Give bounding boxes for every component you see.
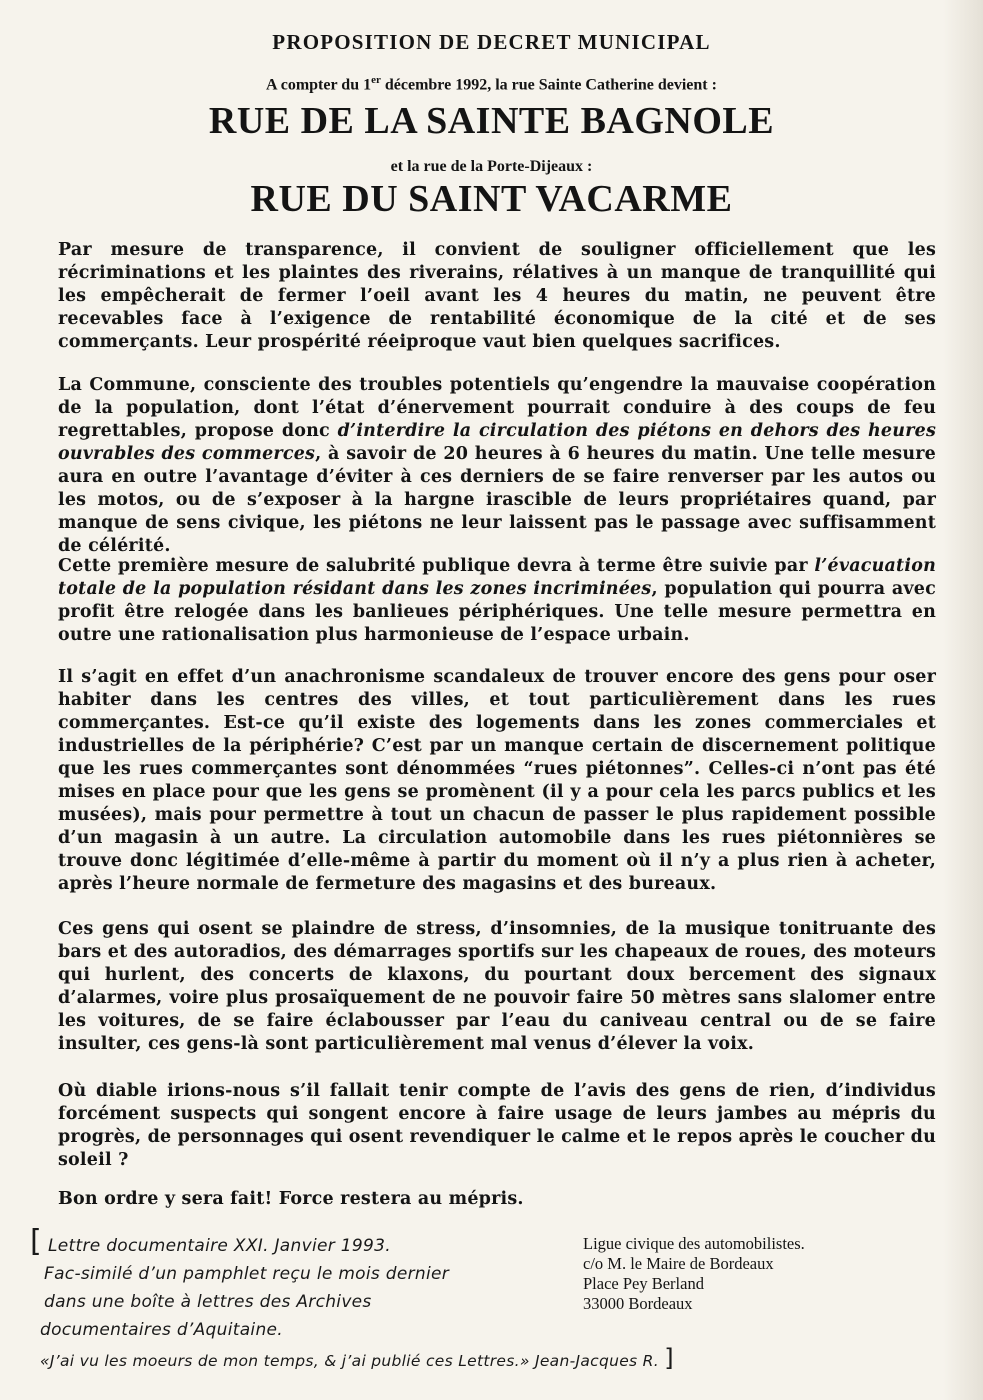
- paragraph-4: Il s’agit en effet d’un anachronisme scandaleux de trouver encore des gens pour oser habiter dans les centres des villes, et tout particulièrement dans les rues commerçantes. Est-ce qu’il existe des logements dans les zones commerciales et industrielles de la périphérie? C’est par un manque certain de discernement politique que les rues commerçantes sont dénommées “rues piétonnes”. Celles-ci n’ont pas été mises en place pour que les gens se promènent (il y a pour cela les parcs publics et les musées), mais pour permettre à tout un chacun de passer le plus rapidement possible d’un magasin à un autre. La circulation automobile dans les rues piétonnières se trouve donc légitimée d’elle-même à partir du moment où il n’y a plus rien à acheter, après l’heure normale de fermeture des magasins et des bureaux.: [58, 667, 936, 894]
- signature-line-3: Place Pey Berland: [583, 1274, 704, 1293]
- handwritten-line-3: dans une boîte à lettres des Archives: [44, 1292, 372, 1312]
- intro-line-2: et la rue de la Porte-Dijeaux :: [390, 158, 593, 175]
- paragraph-2-part-b: , à savoir de 20 heures à 6 heures du matin. Une telle mesure aura en outre l’avantage d’éviter à ces derniers de se faire renverser par les autos ou les motos, ou de s’exposer à la hargne irascible de leurs propriétaires quand, par manque de sens civique, les piétons ne leur laissent pas le passage avec suffisamment de célérité.: [58, 444, 936, 556]
- paragraph-6: Où diable irions-nous s’il fallait tenir compte de l’avis des gens de rien, d’individus forcément suspects qui songent encore à faire usage de leurs jambes au mépris du progrès, de personnages qui osent revendiquer le calme et le repos après le coucher du soleil ?: [58, 1081, 936, 1170]
- paragraph-3-part-b: , population qui pourra avec profit être relogée dans les banlieues périphériques. Une telle mesure permettra en outre une rationalisation plus harmonieuse de l’espace urbain.: [58, 579, 936, 645]
- intro-line-1-sup: er: [371, 74, 381, 86]
- signature-line-1: Ligue civique des automobilistes.: [583, 1234, 805, 1253]
- paragraph-7: Bon ordre y sera fait! Force restera au mépris.: [58, 1189, 524, 1209]
- handwritten-line-1: Lettre documentaire XXI. Janvier 1993.: [48, 1236, 391, 1256]
- handwritten-close-bracket: ]: [664, 1344, 674, 1372]
- paragraph-3: [58, 555, 936, 647]
- paragraph-5: Ces gens qui osent se plaindre de stress, d’insomnies, de la musique tonitruante des bars et des autoradios, des démarrages sportifs sur les chapeaux de roues, des moteurs qui hurlent, des concerts de klaxons, du pourtant doux bercement des signaux d’alarmes, voire plus prosaïquement de ne pouvoir faire 50 mètres sans slalomer entre les voitures, de se faire éclabousser par l’eau du caniveau central ou de se faire insulter, ces gens-là sont particulièrement mal venus d’élever la voix.: [58, 919, 936, 1054]
- paragraph-1: Par mesure de transparence, il convient de souligner officiellement que les récriminations et les plaintes des riverains, rélatives à un manque de tranquillité qui les empêcherait de fermer l’oeil avant les 4 heures du matin, ne peuvent être recevables face à l’exigence de rentabilité économique de la cité et de ses commerçants. Leur prospérité réeiproque vaut bien quelques sacrifices.: [58, 240, 936, 352]
- paragraph-2: [58, 374, 936, 558]
- handwritten-open-bracket: [: [30, 1224, 43, 1259]
- signature-line-2: c/o M. le Maire de Bordeaux: [583, 1254, 774, 1273]
- paragraph-3-part-a: Cette première mesure de salubrité publique devra à terme être suivie par: [58, 556, 815, 576]
- intro-line-1-before: A compter du 1: [266, 76, 372, 94]
- handwritten-line-4: documentaires d’Aquitaine.: [40, 1320, 283, 1340]
- headline-1: RUE DE LA SAINTE BAGNOLE: [208, 100, 775, 142]
- handwritten-note: [30, 1224, 870, 1375]
- handwritten-line-2: Fac-similé d’un pamphlet reçu le mois dernier: [44, 1264, 450, 1284]
- paragraph-2-italic: d’interdire la circulation des piétons en dehors des heures ouvrables des commerces: [58, 421, 937, 464]
- document-title: PROPOSITION DE DECRET MUNICIPAL: [272, 30, 711, 54]
- handwritten-quote: «J’ai vu les moeurs de mon temps, & j’ai publié ces Lettres.» Jean-Jacques R.: [40, 1352, 659, 1370]
- paragraph-3-italic: l’évacuation totale de la population résidant dans les zones incriminées: [58, 556, 936, 599]
- intro-line-1: [0, 74, 983, 94]
- intro-line-1-after: décembre 1992, la rue Sainte Catherine devient :: [380, 76, 717, 94]
- paragraph-2-part-a: La Commune, consciente des troubles potentiels qu’engendre la mauvaise coopération de la population, dont l’état d’énervement pourrait conduire à des coups de feu regrettables, propose donc: [58, 375, 936, 441]
- headline-2: RUE DU SAINT VACARME: [250, 178, 733, 220]
- signature-line-4: 33000 Bordeaux: [583, 1294, 693, 1313]
- handwritten-line-5: [30, 1344, 870, 1375]
